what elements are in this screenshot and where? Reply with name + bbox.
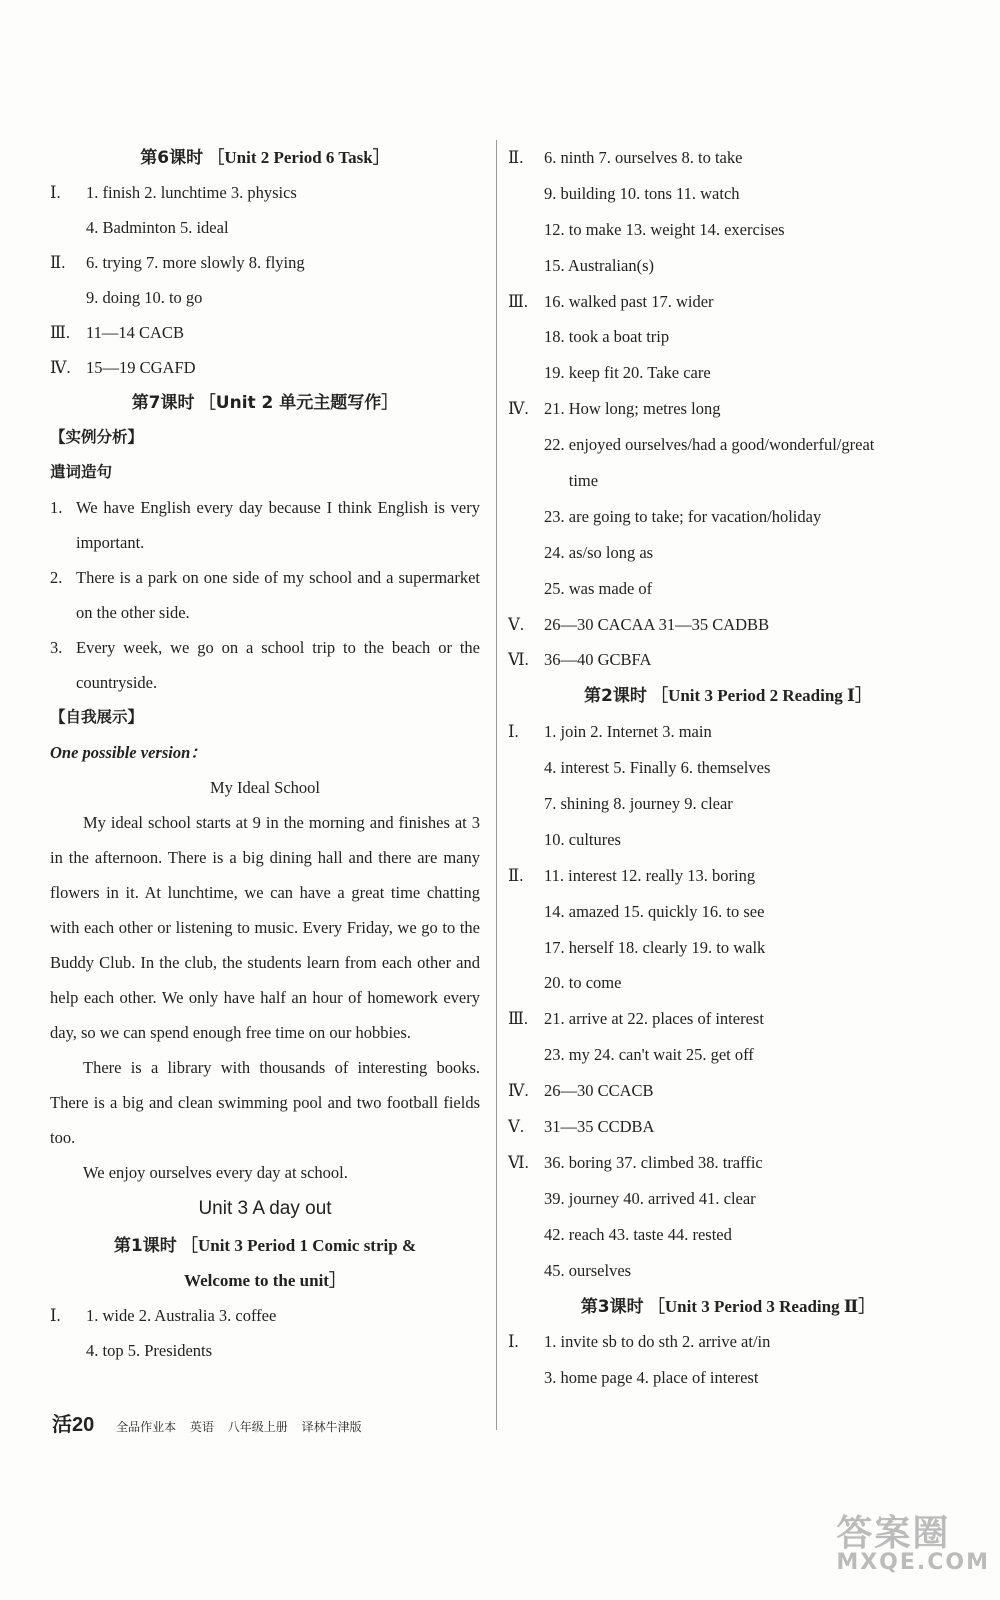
- answer-line: 24. as/so long as: [544, 542, 654, 562]
- answer-line: Ⅰ. 1. finish 2. lunchtime 3. physics: [50, 183, 297, 202]
- answer-line: 10. cultures: [544, 829, 621, 849]
- answer-line: Ⅲ. 16. walked past 17. wider: [508, 291, 714, 311]
- sentence-item: 3. Every week, we go on a school trip to the beach or the countryside.: [50, 638, 480, 692]
- sentence-item: 2. There is a park on one side of my school and a supermarket on the other side.: [50, 568, 480, 622]
- answer-line: 9. building 10. tons 11. watch: [544, 183, 740, 203]
- left-column: [50, 140, 480, 1368]
- answer-line: 12. to make 13. weight 14. exercises: [544, 219, 785, 239]
- answer-line: Ⅴ. 31—35 CCDBA: [508, 1117, 655, 1137]
- lesson-2-answers: [508, 714, 948, 1288]
- lesson-2-heading: 第2课时 ［Unit 3 Period 2 Reading Ⅰ］: [583, 686, 873, 707]
- answer-line: Ⅲ. 21. arrive at 22. places of interest: [508, 1009, 764, 1029]
- answer-line: 42. reach 43. taste 44. rested: [544, 1224, 732, 1244]
- essay-paragraph: We enjoy ourselves every day at school.: [83, 1163, 348, 1182]
- sentence-item: 1. We have English every day because I think English is very important.: [50, 498, 480, 552]
- answer-line: Ⅵ. 36. boring 37. climbed 38. traffic: [508, 1152, 763, 1172]
- lesson-6-answers-cont: [508, 140, 948, 678]
- grade: 八年级上册: [227, 1420, 288, 1434]
- answer-line: time: [544, 471, 599, 491]
- lesson-6-heading: 第6课时 ［Unit 2 Period 6 Task］: [140, 148, 390, 168]
- answer-line: 4. top 5. Presidents: [86, 1341, 213, 1360]
- possible-version-label: One possible version：: [50, 743, 207, 762]
- lesson-1-heading-cont: Welcome to the unit］: [184, 1271, 346, 1290]
- essay-paragraph: My ideal school starts at 9 in the morning and finishes at 3 in the afternoon. There is a big dining hall and there are many flowers in it. At lunchtime, we can have a great time chatting with each other or listening to music. Every Friday, we go to the Buddy Club. In the club, the students learn from each other and help each other. We only have half an hour of homework every day, so we can spend enough free time on our hobbies.: [50, 813, 480, 1042]
- answer-line: 15. Australian(s): [544, 255, 654, 275]
- subject: 英语: [189, 1420, 214, 1434]
- answer-line: Ⅳ. 21. How long; metres long: [508, 399, 721, 419]
- book-name: 全品作业本: [116, 1420, 177, 1434]
- answer-line: 25. was made of: [544, 578, 653, 598]
- answer-line: Ⅰ. 1. invite sb to do sth 2. arrive at/in: [508, 1332, 771, 1352]
- answer-line: Ⅵ. 36—40 GCBFA: [508, 650, 652, 670]
- answer-line: 39. journey 40. arrived 41. clear: [544, 1188, 756, 1208]
- lesson-6-answers: [50, 175, 480, 385]
- site-watermark: 答案圈 MXQE.COM: [836, 1513, 990, 1575]
- essay-title: My Ideal School: [210, 778, 320, 797]
- answer-line: 19. keep fit 20. Take care: [544, 363, 711, 383]
- essay-paragraph: There is a library with thousands of interesting books. There is a big and clean swimming pool and two football fields too.: [50, 1058, 480, 1147]
- lesson-1-heading: 第1课时 ［Unit 3 Period 1 Comic strip &: [113, 1236, 417, 1256]
- answer-line: Ⅰ. 1. wide 2. Australia 3. coffee: [50, 1306, 277, 1325]
- answer-line: 18. took a boat trip: [544, 327, 670, 347]
- answer-line: Ⅳ. 26—30 CCACB: [508, 1081, 654, 1101]
- answer-line: 9. doing 10. to go: [86, 288, 203, 307]
- answer-line: Ⅰ. 1. join 2. Internet 3. main: [508, 722, 712, 742]
- answer-line: 14. amazed 15. quickly 16. to see: [544, 901, 765, 921]
- answer-line: 45. ourselves: [544, 1260, 632, 1280]
- page-number: 活20: [52, 1414, 95, 1436]
- right-column: [508, 140, 948, 1396]
- answer-line: Ⅴ. 26—30 CACAA 31—35 CADBB: [508, 614, 770, 634]
- unit-3-title: Unit 3 A day out: [198, 1198, 332, 1219]
- answer-line: 23. are going to take; for vacation/holiday: [544, 506, 822, 526]
- answer-line: 7. shining 8. journey 9. clear: [544, 794, 733, 814]
- sentence-making-label: 遣词造句: [50, 463, 113, 481]
- page-footer: [52, 1408, 372, 1437]
- answer-line: 3. home page 4. place of interest: [544, 1368, 759, 1388]
- answer-line: Ⅱ. 11. interest 12. really 13. boring: [508, 865, 756, 885]
- lesson-3-heading: 第3课时 ［Unit 3 Period 3 Reading Ⅱ］: [580, 1296, 876, 1317]
- lesson-7-heading: 第7课时 ［Unit 2 单元主题写作］: [131, 393, 399, 413]
- answer-line: 4. interest 5. Finally 6. themselves: [544, 758, 771, 778]
- answer-line: Ⅲ. 11—14 CACB: [50, 323, 184, 342]
- answer-line: Ⅱ. 6. trying 7. more slowly 8. flying: [50, 253, 305, 272]
- edition: 译林牛津版: [301, 1420, 362, 1434]
- case-analysis-label: 【实例分析】: [50, 428, 144, 446]
- answer-line: Ⅳ. 15—19 CGAFD: [50, 358, 196, 377]
- answer-line: 20. to come: [544, 973, 622, 993]
- answer-line: 17. herself 18. clearly 19. to walk: [544, 937, 766, 957]
- self-show-label: 【自我展示】: [50, 708, 144, 726]
- column-divider: [496, 140, 497, 1430]
- answer-line: 22. enjoyed ourselves/had a good/wonderful/great: [544, 435, 875, 455]
- answer-line: Ⅱ. 6. ninth 7. ourselves 8. to take: [508, 148, 743, 167]
- answer-line: 23. my 24. can't wait 25. get off: [544, 1045, 754, 1065]
- answer-line: 4. Badminton 5. ideal: [86, 218, 229, 237]
